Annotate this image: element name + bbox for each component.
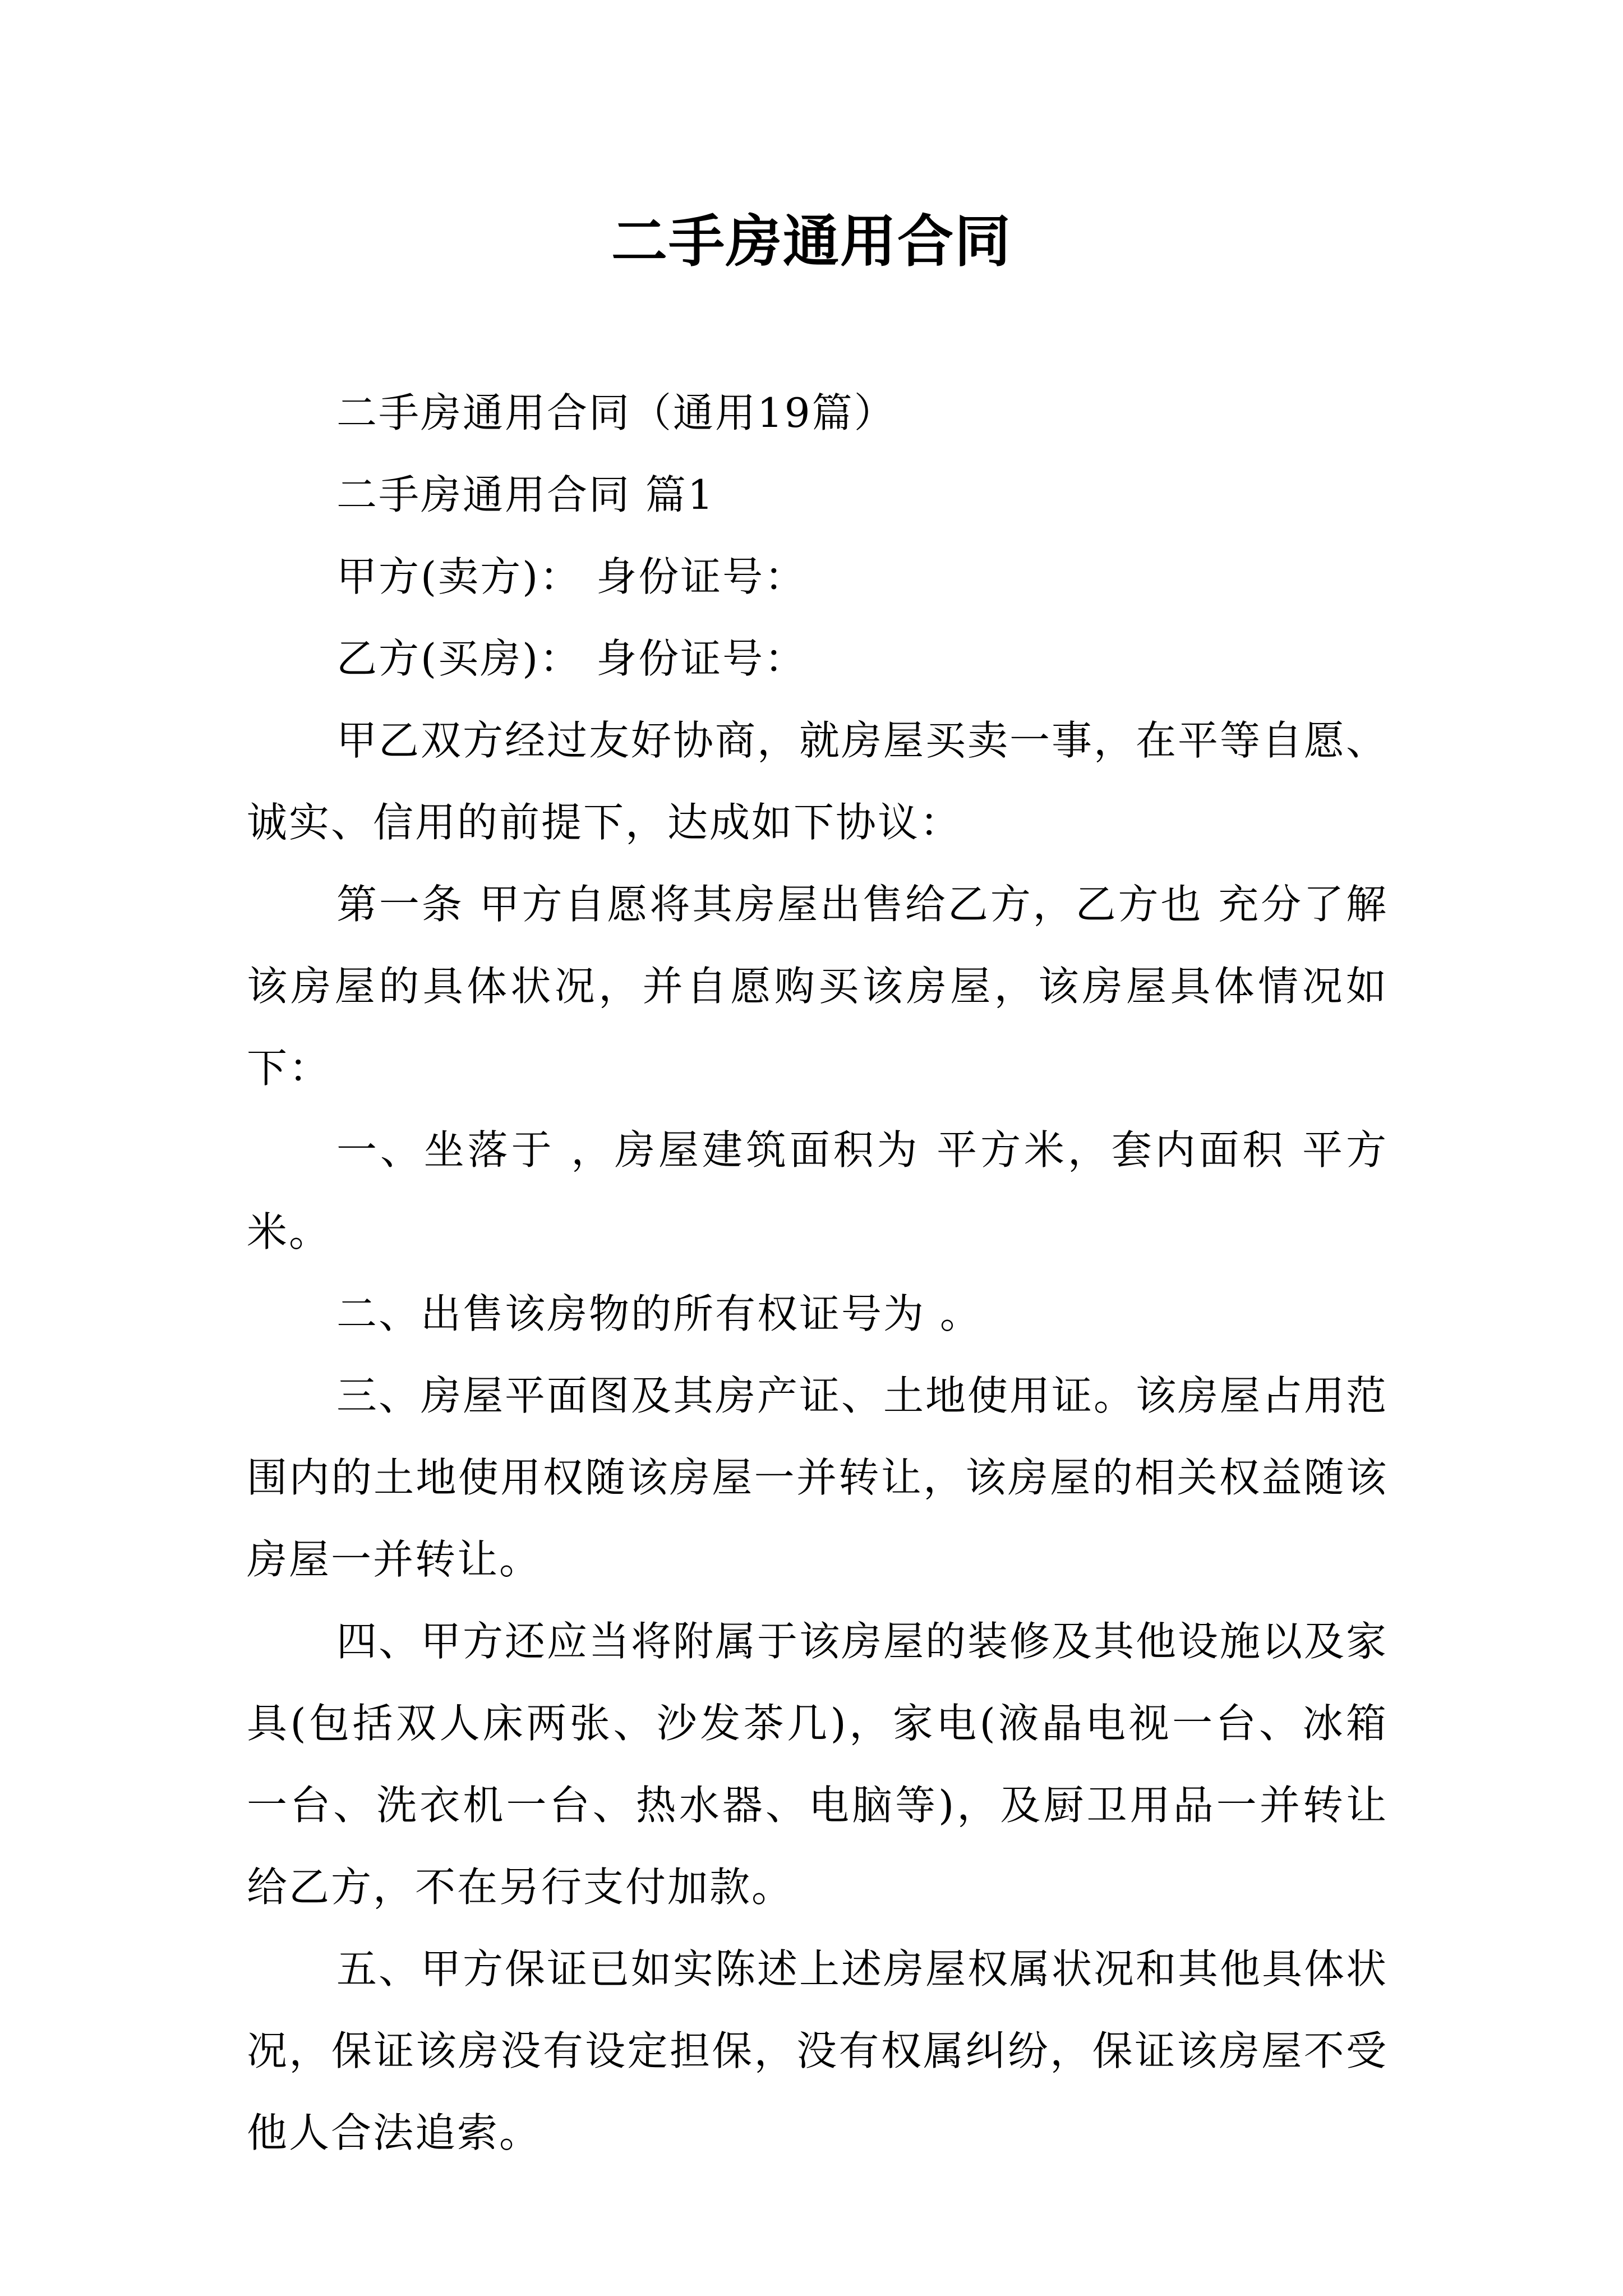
clause-3-paragraph: 三、房屋平面图及其房产证、土地使用证。该房屋占用范围内的土地使用权随该房屋一并转让，该房屋的相关权益随该房屋一并转让。 xyxy=(247,1372,1389,1583)
preamble-paragraph: 甲乙双方经过友好协商，就房屋买卖一事，在平等自愿、诚实、信用的前提下，达成如下协议： xyxy=(247,717,1389,846)
document-body xyxy=(247,372,1388,2174)
clause-5-paragraph: 五、甲方保证已如实陈述上述房屋权属状况和其他具体状况，保证该房没有设定担保，没有权属纠纷，保证该房屋不受他人合法追索。 xyxy=(247,1945,1389,2156)
clause-1-paragraph: 一、坐落于 ，房屋建筑面积为 平方米，套内面积 平方米。 xyxy=(247,1126,1388,1255)
document-title: 二手房通用合同 xyxy=(611,208,1012,274)
article-1-paragraph: 第一条 甲方自愿将其房屋出售给乙方，乙方也 充分了解该房屋的具体状况，并自愿购买该房屋，该房屋具体情况如下： xyxy=(247,881,1388,1092)
party-b-line: 乙方(买房)： 身份证号： xyxy=(336,635,807,682)
clause-2-paragraph: 二、出售该房物的所有权证号为 。 xyxy=(336,1290,982,1337)
doc-subtitle: 二手房通用合同（通用19篇） xyxy=(336,389,896,436)
section-heading: 二手房通用合同 篇1 xyxy=(336,471,715,518)
clause-4-paragraph: 四、甲方还应当将附属于该房屋的装修及其他设施以及家具(包括双人床两张、沙发茶几)，家电(液晶电视一台、冰箱一台、洗衣机一台、热水器、电脑等)，及厨卫用品一并转让给乙方，不在另行支付加款。 xyxy=(247,1618,1389,1911)
party-a-line: 甲方(卖方)： 身份证号： xyxy=(336,553,807,600)
